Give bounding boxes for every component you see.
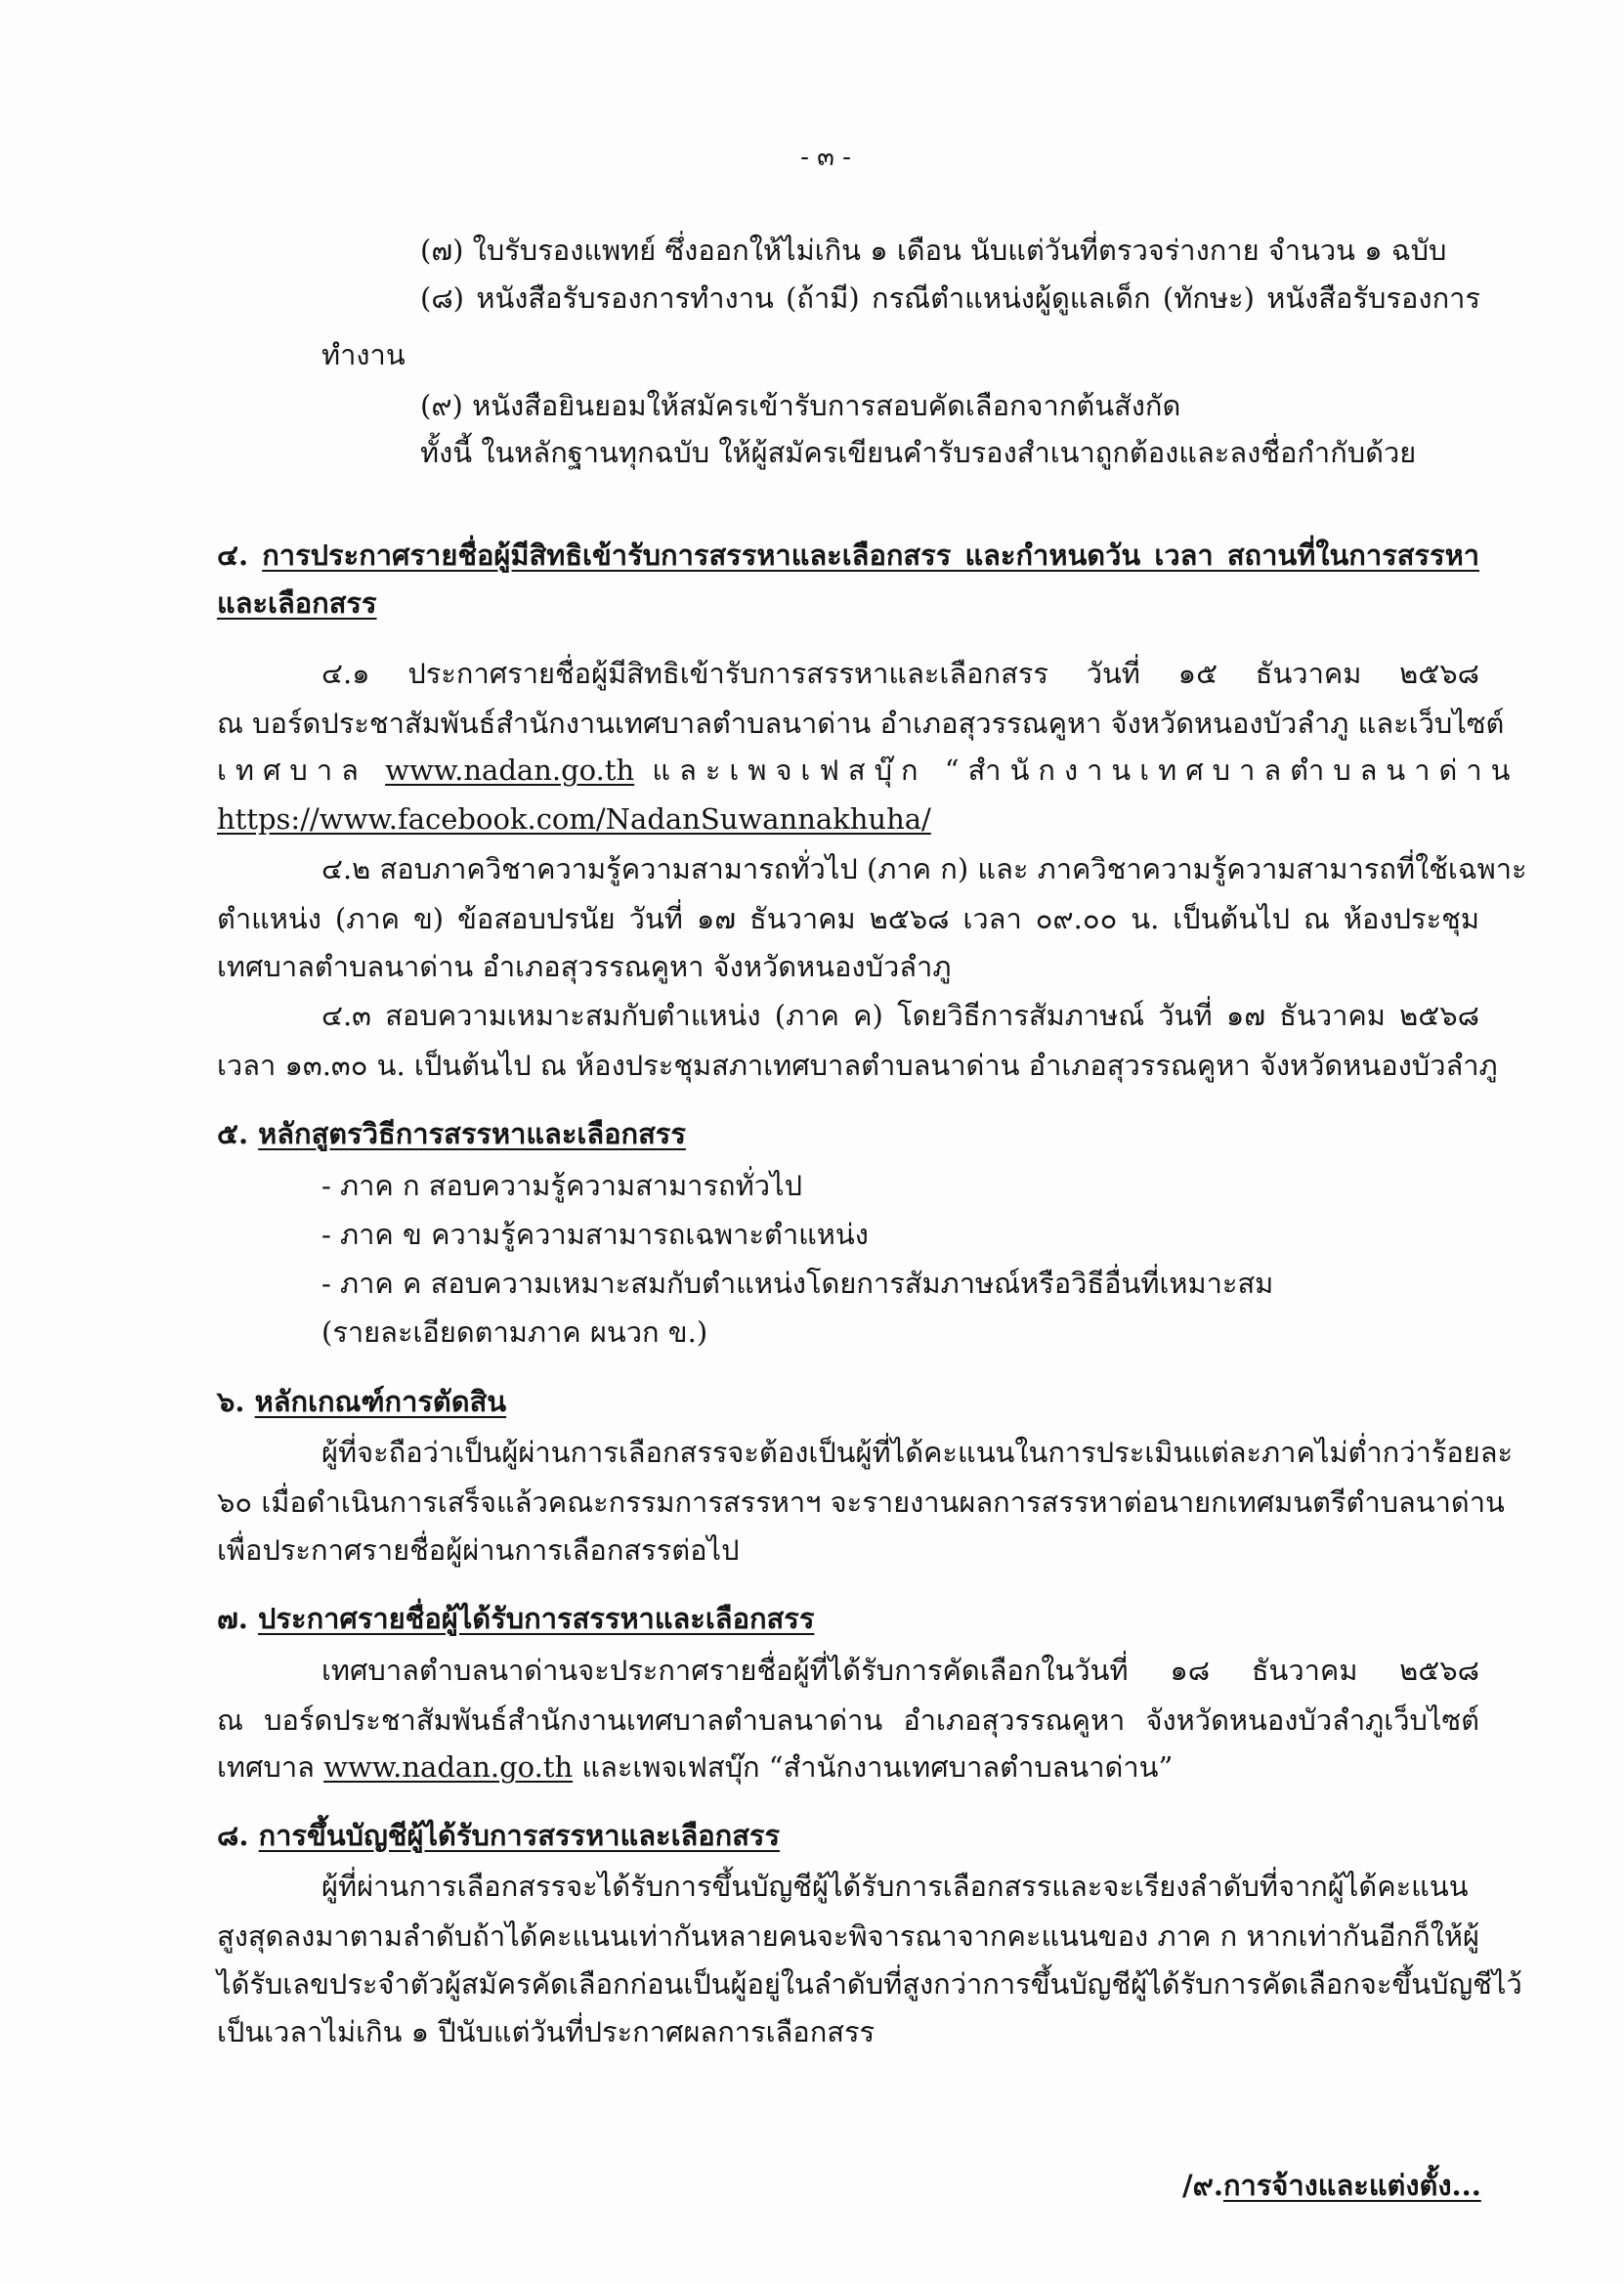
document-item-9: (๙) หนังสือยินยอมให้สมัครเข้ารับการสอบคัดเลือกจากต้นสังกัด	[420, 389, 1181, 422]
section-4-title-line1: การประกาศรายชื่อผู้มีสิทธิเข้ารับการสรรหาและเลือกสรร และกำหนดวัน เวลา สถานที่ในการสรรหา	[262, 539, 1479, 572]
section-4-1-prefix: เทศบาล	[217, 754, 367, 787]
continuation-text: การจ้างและแต่งตั้ง...	[1222, 2169, 1481, 2202]
section-4-1-line2: ณ บอร์ดประชาสัมพันธ์สำนักงานเทศบาลตำบลนาด่าน อำเภอสุวรรณคูหา จังหวัดหนองบัวลำภู และเว็บไซต์	[217, 707, 1505, 740]
next-page-continuation	[1182, 2163, 1481, 2208]
section-6-number: ๖.	[217, 1385, 245, 1418]
section-4-1-line3	[217, 751, 1519, 790]
section-8-number: ๘.	[217, 1819, 249, 1852]
section-5-item: - ภาค ก สอบความรู้ความสามารถทั่วไป	[321, 1169, 802, 1202]
section-7-number: ๗.	[217, 1602, 248, 1635]
section-7-heading	[217, 1599, 814, 1638]
section-4-number: ๔.	[217, 539, 249, 572]
documents-note: ทั้งนี้ ในหลักฐานทุกฉบับ ให้ผู้สมัครเขียนคำรับรองสำเนาถูกต้องและลงชื่อกำกับด้วย	[420, 436, 1417, 469]
continuation-prefix: /๙.	[1182, 2169, 1223, 2202]
section-8-line2: สูงสุดลงมาตามลำดับถ้าได้คะแนนเท่ากันหลายคนจะพิจารณาจากคะแนนของ ภาค ก หากเท่ากันอีกก็ให้ผู้	[217, 1919, 1479, 1953]
section-4-2-line3: เทศบาลตำบลนาด่าน อำเภอสุวรรณคูหา จังหวัดหนองบัวลำภู	[217, 950, 952, 983]
section-6-line1: ผู้ที่จะถือว่าเป็นผู้ผ่านการเลือกสรรจะต้องเป็นผู้ที่ได้คะแนนในการประเมินแต่ละภาคไม่ต่ำกว่าร้อยละ	[321, 1436, 1514, 1469]
section-8-heading	[217, 1816, 780, 1855]
section-7-facebook-text: และเพจเฟสบุ๊ก “สำนักงานเทศบาลตำบลนาด่าน”	[581, 1750, 1174, 1784]
document-item-8-line1: (๘) หนังสือรับรองการทำงาน (ถ้ามี) กรณีตำแหน่งผู้ดูแลเด็ก (ทักษะ) หนังสือรับรองการ	[420, 281, 1480, 315]
document-item-7: (๗) ใบรับรองแพทย์ ซึ่งออกให้ไม่เกิน ๑ เดือน นับแต่วันที่ตรวจร่างกาย จำนวน ๑ ฉบับ	[420, 234, 1447, 267]
section-8-line3: ได้รับเลขประจำตัวผู้สมัครคัดเลือกก่อนเป็นผู้อยู่ในลำดับที่สูงกว่าการขึ้นบัญชีผู้ได้รับการคัดเลือกจะขึ้นบัญชีไว้	[217, 1967, 1522, 2001]
section-8-line4: เป็นเวลาไม่เกิน ๑ ปีนับแต่วันที่ประกาศผลการเลือกสรร	[217, 2015, 876, 2048]
section-7-title: ประกาศรายชื่อผู้ได้รับการสรรหาและเลือกสรร	[258, 1602, 815, 1635]
website-link[interactable]: www.nadan.go.th	[323, 1750, 574, 1784]
section-5-item: - ภาค ค สอบความเหมาะสมกับตำแหน่งโดยการสัมภาษณ์หรือวิธีอื่นที่เหมาะสม	[321, 1267, 1274, 1300]
section-4-heading-line1	[217, 536, 1479, 575]
section-6-line2: ๖๐ เมื่อดำเนินการเสร็จแล้วคณะกรรมการสรรหาฯ จะรายงานผลการสรรหาต่อนายกเทศมนตรีตำบลนาด่าน	[217, 1486, 1505, 1519]
section-5-item: - ภาค ข ความรู้ความสามารถเฉพาะตำแหน่ง	[321, 1218, 869, 1251]
section-5-heading	[217, 1114, 686, 1153]
section-4-3-line2: เวลา ๑๓.๓๐ น. เป็นต้นไป ณ ห้องประชุมสภาเทศบาลตำบลนาด่าน อำเภอสุวรรณคูหา จังหวัดหนองบัวลำภู	[217, 1049, 1498, 1082]
section-7-line3	[217, 1747, 1173, 1787]
website-link[interactable]: www.nadan.go.th	[385, 754, 635, 787]
section-5-number: ๕.	[217, 1117, 249, 1150]
facebook-link[interactable]: https://www.facebook.com/NadanSuwannakhuha/	[217, 802, 931, 836]
section-7-prefix: เทศบาล	[217, 1750, 315, 1784]
section-7-line2: ณ บอร์ดประชาสัมพันธ์สำนักงานเทศบาลตำบลนาด่าน อำเภอสุวรรณคูหา จังหวัดหนองบัวลำภูเว็บไซต์	[217, 1703, 1479, 1737]
section-8-line1: ผู้ที่ผ่านการเลือกสรรจะได้รับการขึ้นบัญชีผู้ได้รับการเลือกสรรและจะเรียงลำดับที่จากผู้ได้คะแนน	[321, 1870, 1469, 1903]
section-4-title-line2: และเลือกสรร	[217, 586, 377, 620]
section-4-1-facebook-text: และเพจเฟสบุ๊ก “สำนักงานเทศบาลตำบลนาด่าน	[652, 754, 1519, 787]
section-4-1-line1: ๔.๑ ประกาศรายชื่อผู้มีสิทธิเข้ารับการสรรหาและเลือกสรร วันที่ ๑๕ ธันวาคม ๒๕๖๘	[321, 657, 1479, 690]
section-6-line3: เพื่อประกาศรายชื่อผู้ผ่านการเลือกสรรต่อไป	[217, 1533, 740, 1567]
section-6-heading	[217, 1382, 506, 1421]
section-4-2-line2: ตำแหน่ง (ภาค ข) ข้อสอบปรนัย วันที่ ๑๗ ธันวาคม ๒๕๖๘ เวลา ๐๙.๐๐ น. เป็นต้นไป ณ ห้องประชุม	[217, 902, 1479, 935]
section-5-title: หลักสูตรวิธีการสรรหาและเลือกสรร	[258, 1117, 686, 1150]
section-6-title: หลักเกณฑ์การตัดสิน	[254, 1385, 507, 1418]
section-4-2-line1: ๔.๒ สอบภาควิชาความรู้ความสามารถทั่วไป (ภาค ก) และ ภาควิชาความรู้ความสามารถที่ใช้เฉพาะ	[321, 852, 1527, 885]
section-4-3-line1: ๔.๓ สอบความเหมาะสมกับตำแหน่ง (ภาค ค) โดยวิธีการสัมภาษณ์ วันที่ ๑๗ ธันวาคม ๒๕๖๘	[321, 999, 1479, 1032]
page-number: - ๓ -	[800, 143, 851, 172]
section-5-detail: (รายละเอียดตามภาค ผนวก ข.)	[321, 1315, 708, 1349]
section-8-title: การขึ้นบัญชีผู้ได้รับการสรรหาและเลือกสรร	[258, 1819, 781, 1852]
section-7-line1: เทศบาลตำบลนาด่านจะประกาศรายชื่อผู้ที่ได้รับการคัดเลือกในวันที่ ๑๘ ธันวาคม ๒๕๖๘	[321, 1654, 1479, 1687]
document-item-8-line2: ทำงาน	[321, 338, 406, 371]
